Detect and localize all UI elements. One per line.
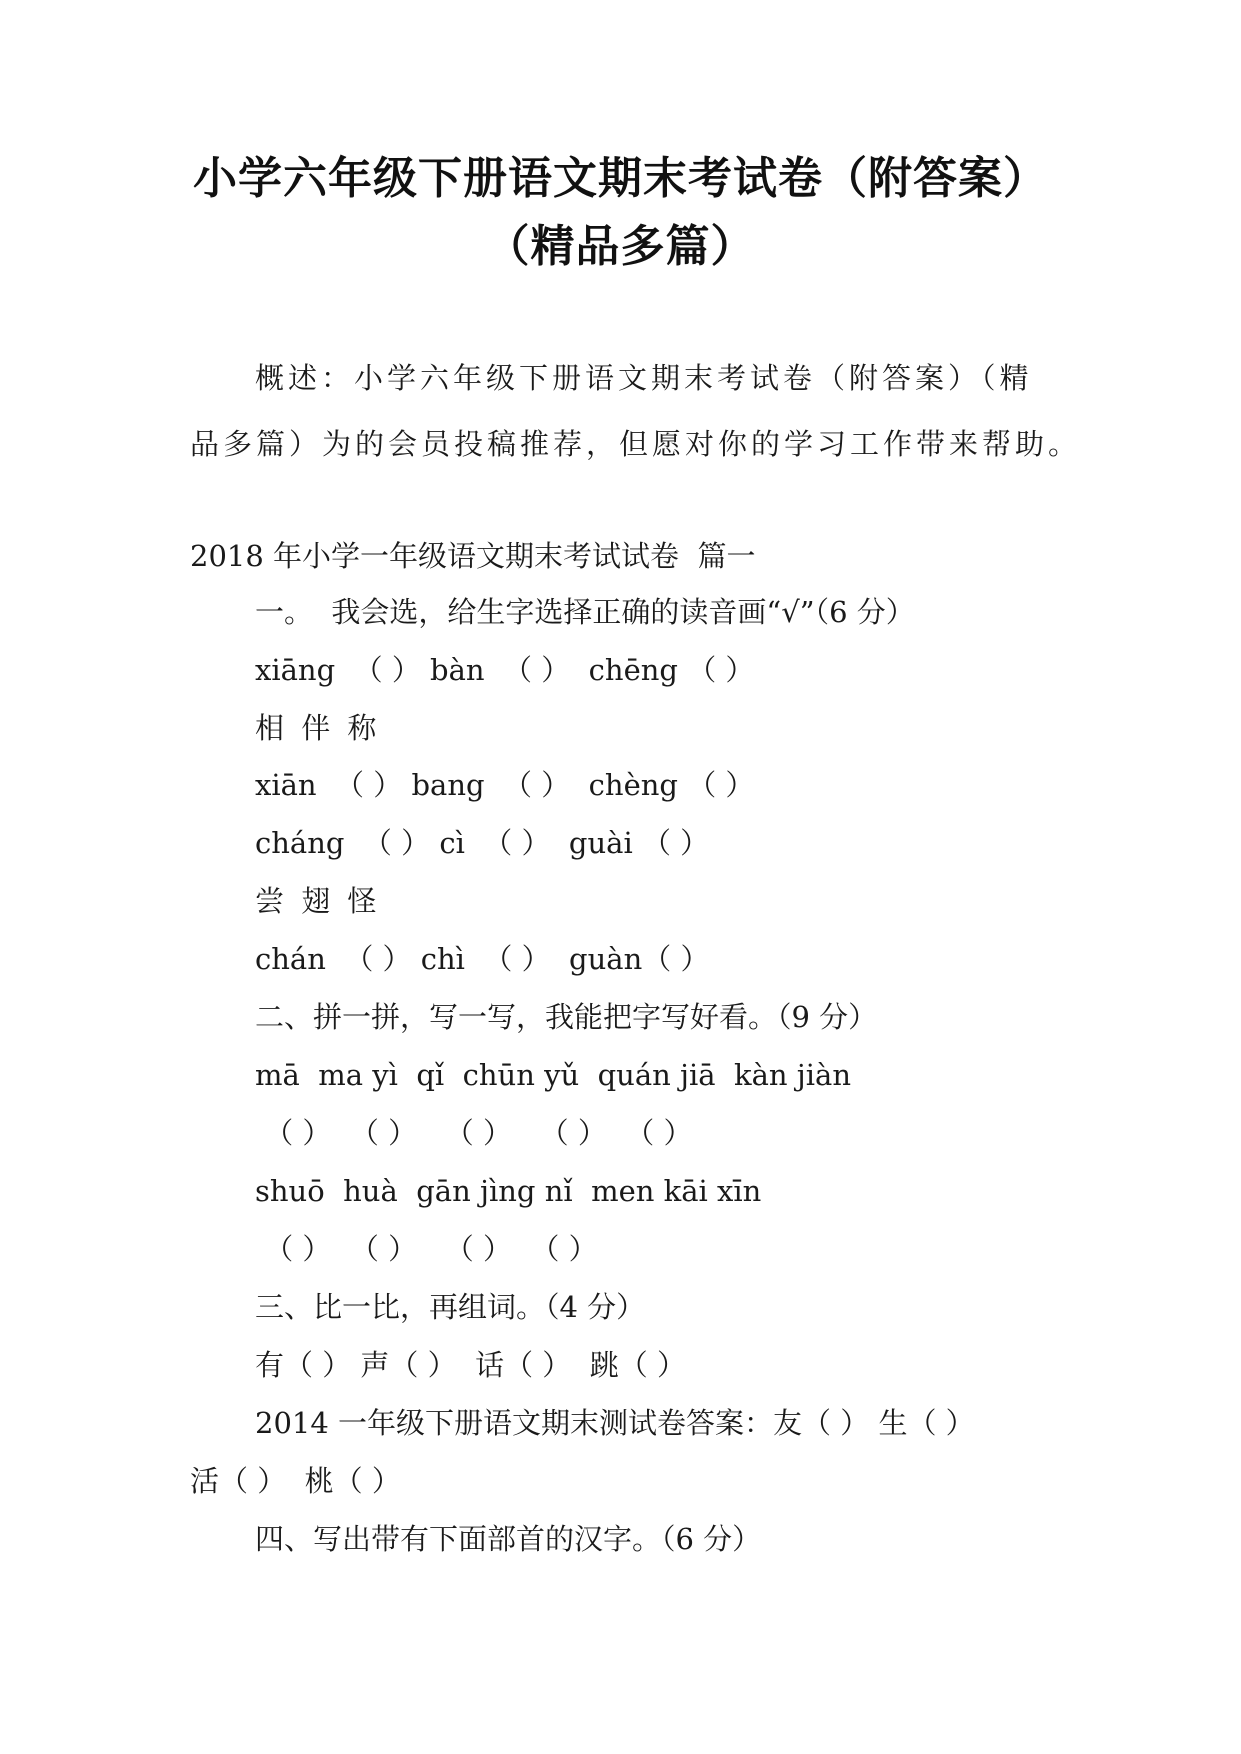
pinyin-row: mā ma yì qǐ chūn yǔ quán jiā kàn jiàn xyxy=(255,1058,852,1092)
character-row: 相 伴 称 xyxy=(255,711,381,745)
answer-line: 2014 一年级下册语文期末测试卷答案：友（ ） 生（ ） xyxy=(255,1406,975,1440)
question-2-heading: 二、拼一拼，写一写，我能把字写好看。（9 分） xyxy=(255,1000,878,1034)
character-row: 尝 翅 怪 xyxy=(255,884,381,918)
question-4-heading: 四、写出带有下面部首的汉字。（6 分） xyxy=(255,1522,762,1556)
answer-blanks-row: （ ） （ ） （ ） （ ） xyxy=(255,1232,598,1266)
answer-line-continued: 活（ ） 桃（ ） xyxy=(190,1464,401,1498)
summary-line-1: 概述：小学六年级下册语文期末考试卷（附答案）（精 xyxy=(255,361,1033,395)
summary-line-2: 品多篇）为的会员投稿推荐，但愿对你的学习工作带来帮助。 xyxy=(190,427,1082,461)
question-1-heading: 一。 我会选，给生字选择正确的读音画“√”（6 分） xyxy=(255,595,915,629)
document-title-line-1: 小学六年级下册语文期末考试卷（附答案） xyxy=(193,153,1048,204)
pinyin-row: cháng （ ） cì （ ） guài （ ） xyxy=(255,826,710,860)
pinyin-row: xiāng （ ） bàn （ ） chēng （ ） xyxy=(255,653,755,687)
document-title-line-2: （精品多篇） xyxy=(485,221,756,272)
pinyin-row: xiān （ ） bang （ ） chèng （ ） xyxy=(255,768,755,802)
answer-blanks-row: （ ） （ ） （ ） （ ） （ ） xyxy=(255,1116,693,1150)
section-heading: 2018 年小学一年级语文期末考试试卷 篇一 xyxy=(190,539,756,573)
pinyin-row: shuō huà gān jìng nǐ men kāi xīn xyxy=(255,1174,762,1208)
question-3-heading: 三、比一比，再组词。（4 分） xyxy=(255,1290,646,1324)
pinyin-row: chán （ ） chì （ ） guàn（ ） xyxy=(255,942,710,976)
word-group-row: 有（ ） 声（ ） 话（ ） 跳（ ） xyxy=(255,1348,686,1382)
